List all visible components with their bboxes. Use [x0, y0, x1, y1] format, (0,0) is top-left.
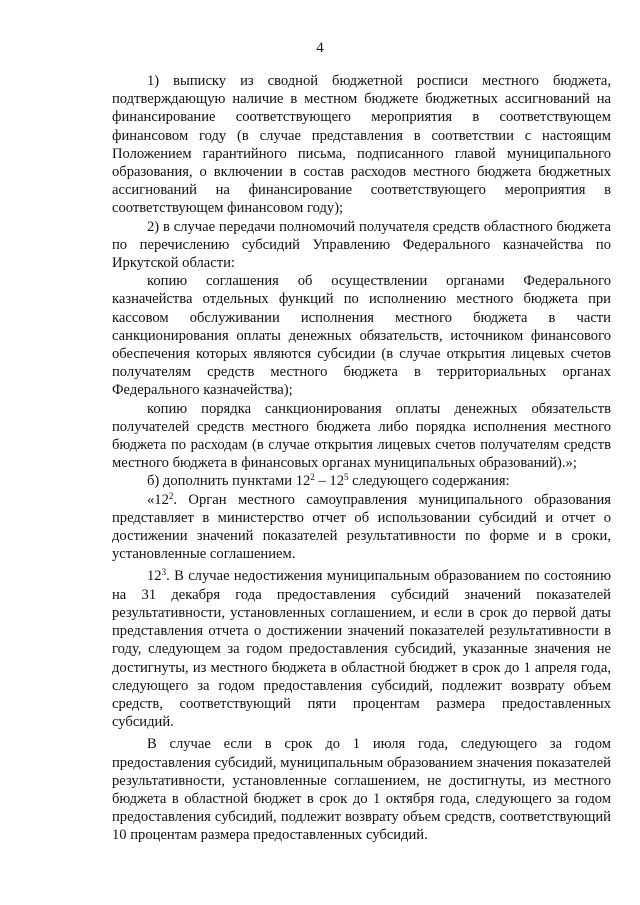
p6-sup: 2	[168, 490, 174, 501]
paragraph-extract-budget: 1) выписку из сводной бюджетной росписи местного бюджета, подтверждающую наличие в местном бюджете бюджетных ассигнований на финансирование соответствующего мероприятия в соответствующем финансовом году (в случае представления в соответствии с настоящим Положением гарантийного письма, подписанного главой муниципального образования, о включении в состав расходов местного бюджета бюджетных ассигнований на финансирование соответствующего мероприятия в соответствующем финансовом году);	[112, 73, 611, 217]
paragraph-add-items	[112, 472, 611, 490]
p7-sup: 3	[161, 567, 167, 578]
document-body	[112, 72, 611, 845]
p5-sup1: 2	[310, 472, 315, 483]
p6-after: . Орган местного самоуправления муниципального образования представляет в министерство отчет об использовании субсидий и отчет о достижении значений показателей результативности по форме и в сроки, установленные соглашением.	[112, 491, 611, 563]
paragraph-item-12-3	[112, 567, 611, 731]
p5-mid: – 12	[314, 473, 344, 490]
page-number: 4	[316, 40, 324, 56]
p7-after: . В случае недостижения муниципальным образованием по состоянию на 31 декабря года предоставления субсидий значений показателей результативности, установленных соглашением, и если в срок до первой даты представления отчета о достижении значений показателей результативности в году, следующем за годом предоставления субсидий, указанные значения не достигнуты, из местного бюджета в областной бюджет в срок до 1 апреля года, следующего за годом предоставления субсидий, подлежит возврату объем средств, соответствующий пяти процентам размера предоставленных субсидий.	[112, 568, 611, 731]
p6-before: «12	[147, 491, 169, 508]
p5-sup2: 5	[343, 472, 349, 483]
p5-after: следующего содержания:	[348, 473, 510, 490]
paragraph-item-12-2	[112, 491, 611, 564]
p5-before: б) дополнить пунктами 12	[147, 473, 311, 490]
paragraph-agreement-copy: копию соглашения об осуществлении органами Федерального казначейства отдельных функций по исполнению местного бюджета при кассовом обслуживании исполнения местного бюджета в части санкционирования оплаты денежных обязательств, источником финансового обеспечения которых являются субсидии (в случае открытия лицевых счетов получателям средств местного бюджета в территориальных органах Федерального казначейства);	[112, 273, 611, 399]
paragraph-procedure-copy: копию порядка санкционирования оплаты денежных обязательств получателей средств местного бюджета либо порядка исполнения местного бюджета по расходам (в случае открытия лицевых счетов получателям средств местного бюджета в финансовых органах муниципальных образований).»;	[112, 400, 611, 472]
paragraph-transfer-powers: 2) в случае передачи полномочий получателя средств областного бюджета по перечислению субсидий Управлению Федерального казначейства по Иркутской области:	[112, 218, 611, 272]
p7-before: 12	[147, 568, 162, 585]
paragraph-refund-10-percent: В случае если в срок до 1 июля года, следующего за годом предоставления субсидий, муниципальным образованием значения показателей результативности, установленные соглашением, не достигнуты, из местного бюджета в областной бюджет в срок до 1 октября года, следующего за годом предоставления субсидий, подлежит возврату объем средств, соответствующий 10 процентам размера предоставленных субсидий.	[112, 736, 611, 844]
